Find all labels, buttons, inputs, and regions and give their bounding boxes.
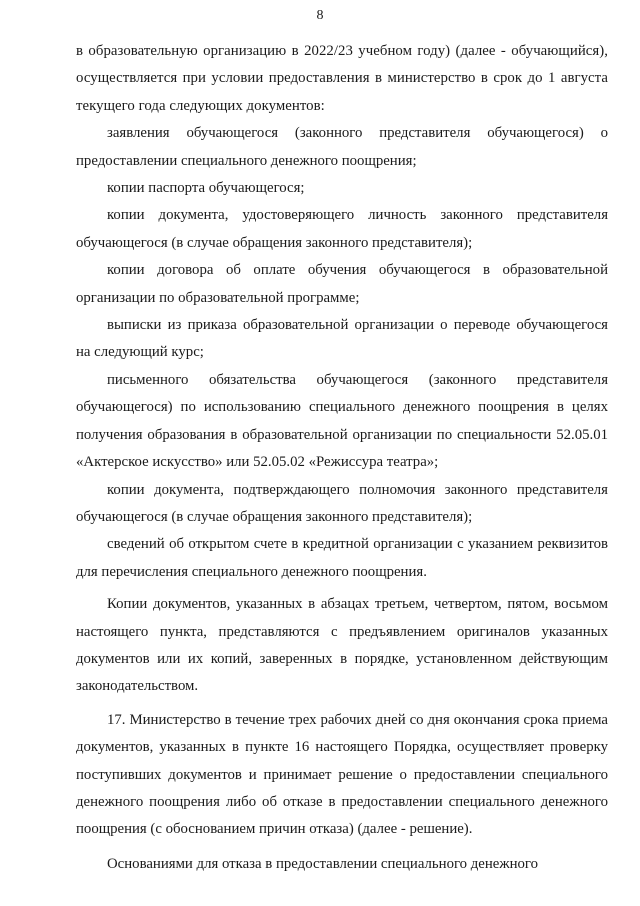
paragraph-item-contract-copy: копии договора об оплате обучения обучающегося в образовательной организации по образовательной программе; <box>76 262 608 306</box>
paragraph-continuation: в образовательную организацию в 2022/23 учебном году) (далее - обучающийся), осуществляется при условии предоставления в министерство в срок до 1 августа текущего года следующих документов: <box>76 43 608 114</box>
paragraph-item-order-extract: выписки из приказа образовательной организации о переводе обучающегося на следующий курс; <box>76 317 608 361</box>
page-number: 8 <box>316 8 324 23</box>
paragraph-item-written-obligation: письменного обязательства обучающегося (законного представителя обучающегося) по использованию специального денежного поощрения в целях получения образования в образовательной организации по специальности 52.05.01 «Актерское искусство» или 52.05.02 «Режиссура театра»; <box>76 371 608 471</box>
document-body <box>76 38 608 878</box>
paragraph-item-representative-id-copy: копии документа, удостоверяющего личность законного представителя обучающегося (в случае обращения законного представителя); <box>76 207 608 251</box>
paragraph-refusal-grounds: Основаниями для отказа в предоставлении специального денежного <box>107 855 538 872</box>
paragraph-item-bank-account-details: сведений об открытом счете в кредитной организации с указанием реквизитов для перечисления специального денежного поощрения. <box>76 536 608 580</box>
paragraph-item-application: заявления обучающегося (законного представителя обучающегося) о предоставлении специального денежного поощрения; <box>76 125 608 169</box>
paragraph-copies-note: Копии документов, указанных в абзацах третьем, четвертом, пятом, восьмом настоящего пункта, представляются с предъявлением оригиналов указанных документов или их копий, заверенных в порядке, установленном действующим законодательством. <box>76 596 608 695</box>
paragraph-clause-17: 17. Министерство в течение трех рабочих дней со дня окончания срока приема документов, указанных в пункте 16 настоящего Порядка, осуществляет проверку поступивших документов и принимает решение о предоставлении специального денежного поощрения либо об отказе в предоставлении специального денежного поощрения (с обоснованием причин отказа) (далее - решение). <box>76 711 608 838</box>
paragraph-item-passport-copy: копии паспорта обучающегося; <box>107 180 305 197</box>
paragraph-item-authority-document-copy: копии документа, подтверждающего полномочия законного представителя обучающегося (в случае обращения законного представителя); <box>76 481 608 525</box>
